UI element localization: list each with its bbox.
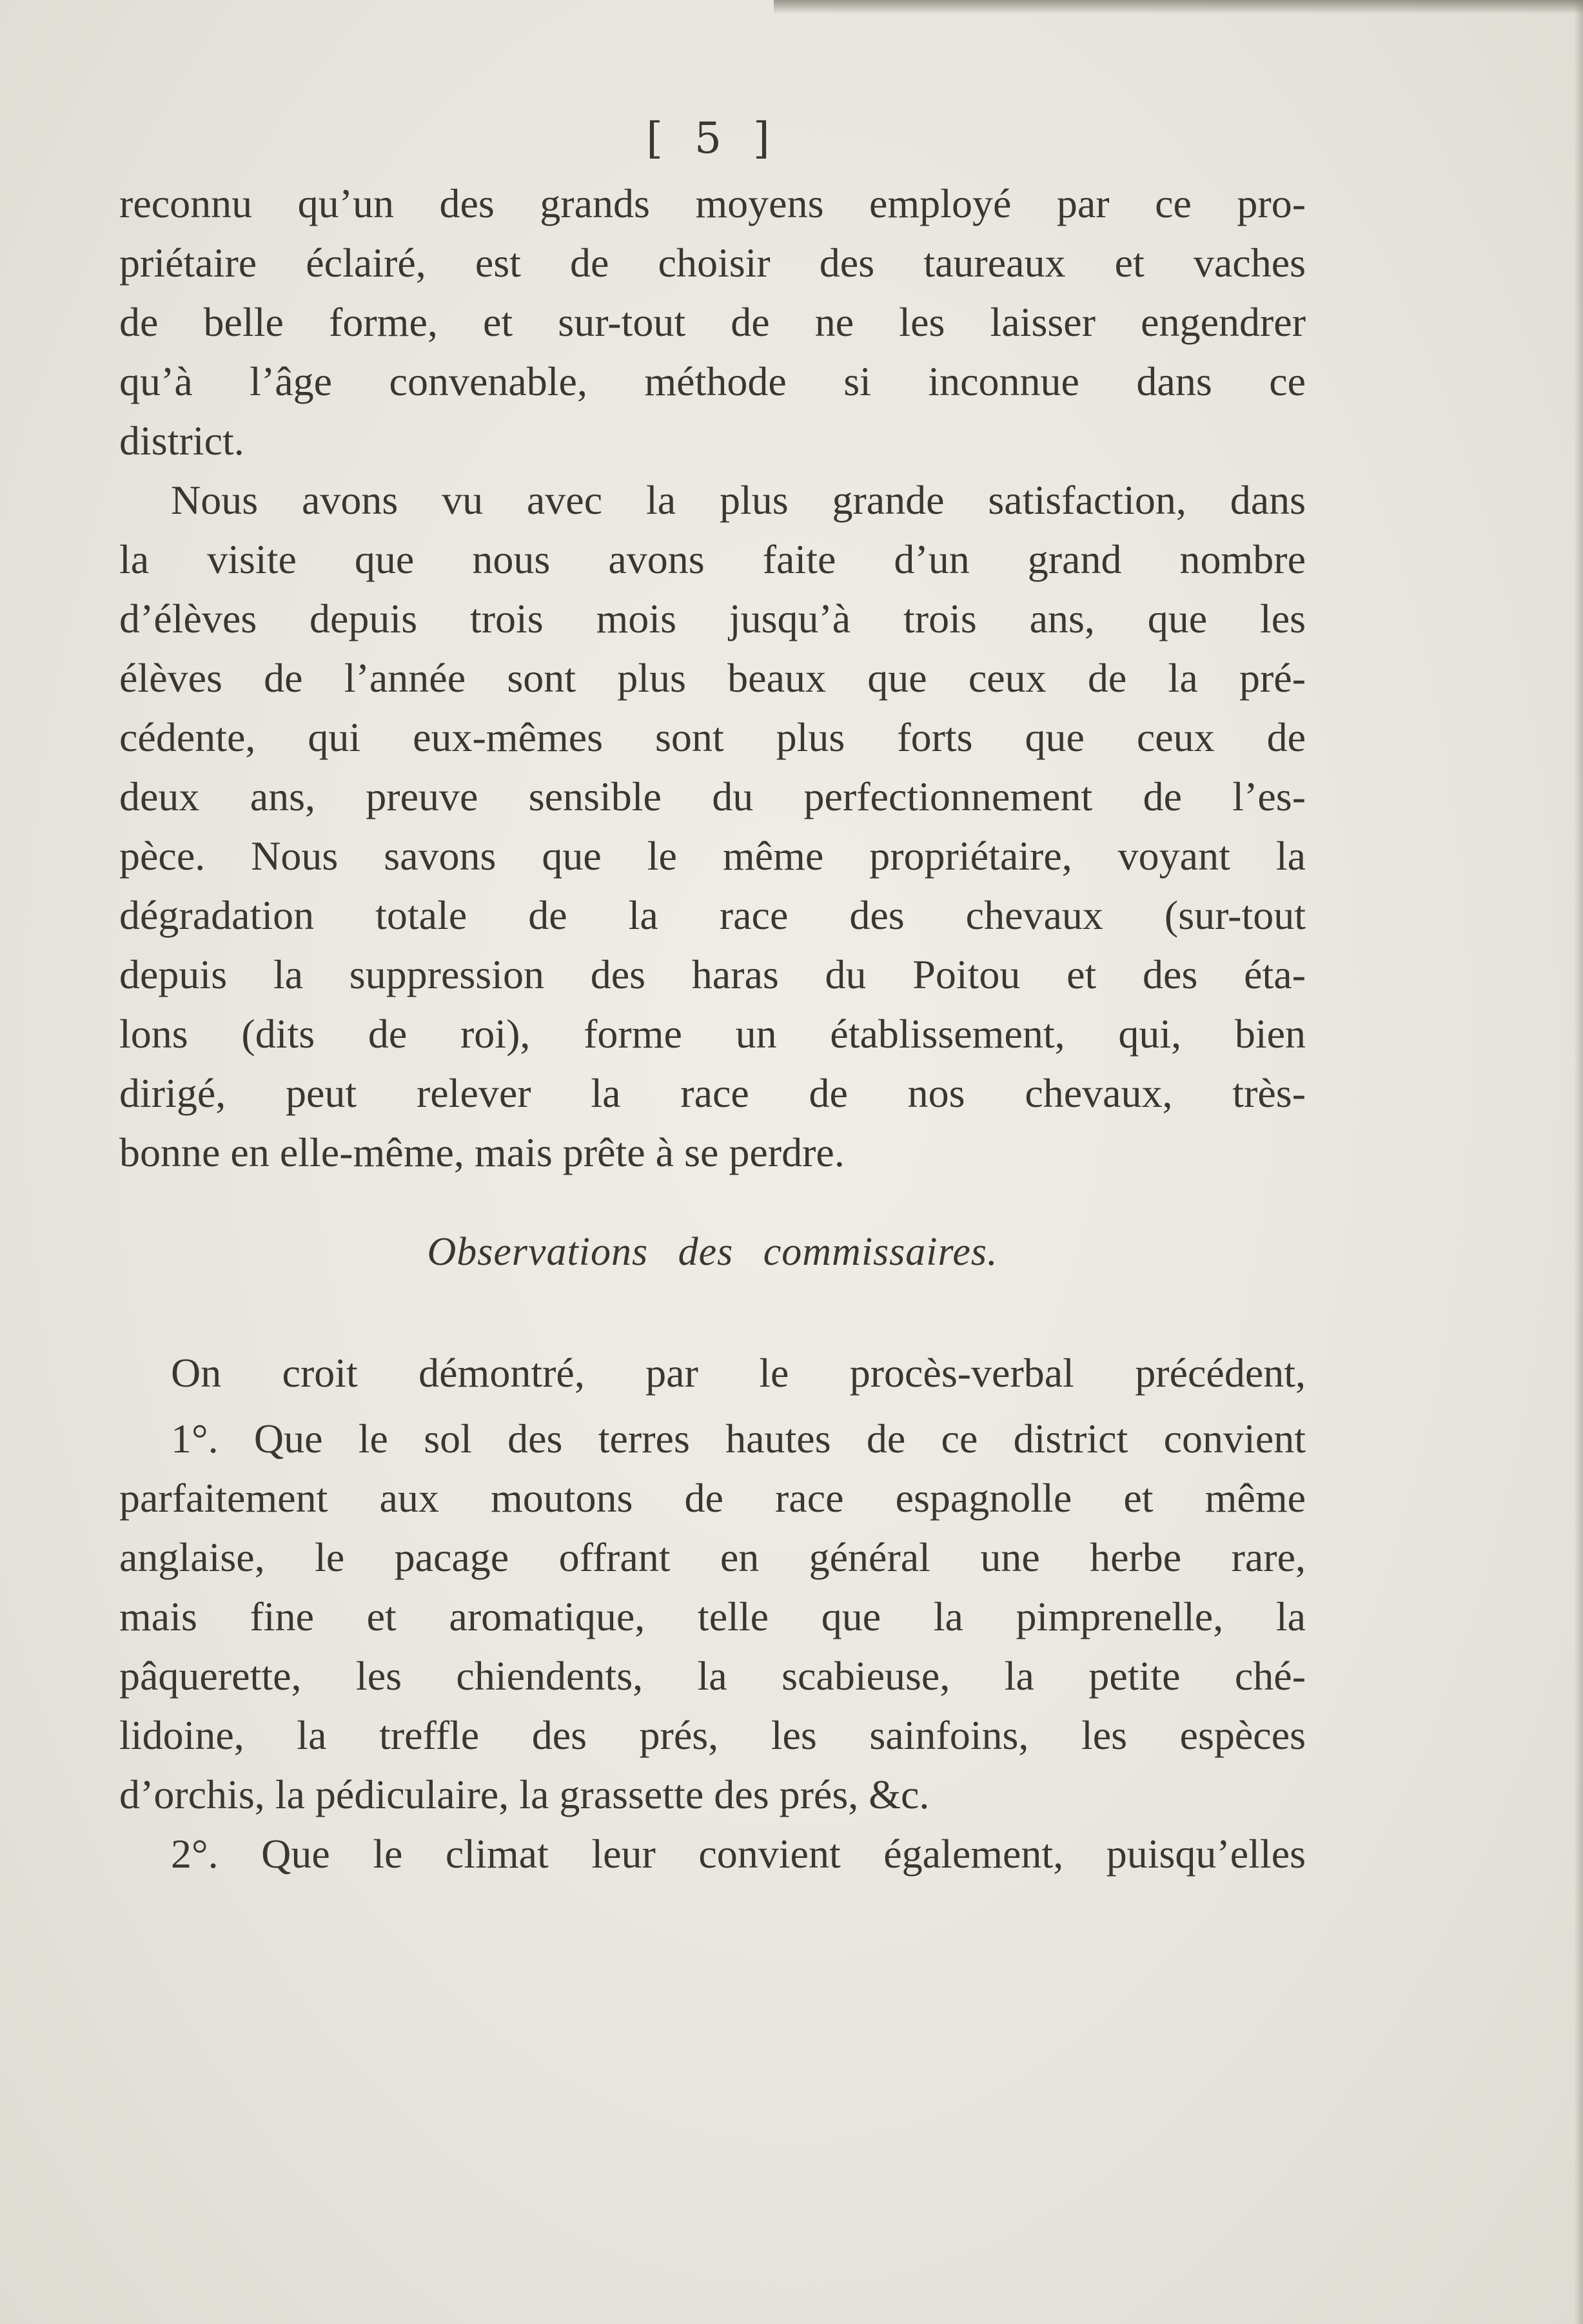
text-line: deux ans, preuve sensible du perfectionnement de l’es- bbox=[119, 774, 1306, 819]
text-line: dégradation totale de la race des chevaux (sur-tout bbox=[119, 892, 1306, 938]
text-line: élèves de l’année sont plus beaux que ceux de la pré- bbox=[119, 655, 1306, 701]
spacer bbox=[119, 1403, 1306, 1409]
paragraph-4 bbox=[119, 1409, 1306, 1824]
text-line: Nous avons vu avec la plus grande satisfaction, dans bbox=[171, 477, 1306, 523]
text-line: de belle forme, et sur-tout de ne les laisser engendrer bbox=[119, 299, 1306, 345]
text-line: pâquerette, les chiendents, la scabieuse, la petite ché- bbox=[119, 1653, 1306, 1699]
text-line: mais fine et aromatique, telle que la pimprenelle, la bbox=[119, 1594, 1306, 1639]
text-line: dirigé, peut relever la race de nos chevaux, très- bbox=[119, 1070, 1306, 1116]
text-line: bonne en elle-même, mais prête à se perdre. bbox=[119, 1129, 845, 1175]
paragraph-3 bbox=[119, 1343, 1306, 1403]
section-heading: Observations des commissaires. bbox=[427, 1230, 998, 1274]
text-line: pèce. Nous savons que le même propriétaire, voyant la bbox=[119, 833, 1306, 879]
text-line: d’élèves depuis trois mois jusqu’à trois ans, que les bbox=[119, 596, 1306, 641]
text-line: la visite que nous avons faite d’un grand nombre bbox=[119, 536, 1306, 582]
text-line: priétaire éclairé, est de choisir des taureaux et vaches bbox=[119, 240, 1306, 286]
page-edge-shadow-right bbox=[1574, 0, 1583, 2324]
page-number: [ 5 ] bbox=[646, 113, 779, 163]
text-line: 2°. Que le climat leur convient également, puisqu’elles bbox=[171, 1831, 1306, 1877]
text-line: lidoine, la treffle des prés, les sainfoins, les espèces bbox=[119, 1712, 1306, 1758]
text-line: qu’à l’âge convenable, méthode si inconnue dans ce bbox=[119, 358, 1306, 404]
text-block bbox=[119, 103, 1306, 1884]
text-line: 1°. Que le sol des terres hautes de ce district convient bbox=[171, 1416, 1306, 1461]
text-line: lons (dits de roi), forme un établissement, qui, bien bbox=[119, 1011, 1306, 1057]
text-line: reconnu qu’un des grands moyens employé par ce pro- bbox=[119, 181, 1306, 226]
text-line: anglaise, le pacage offrant en général une herbe rare, bbox=[119, 1534, 1306, 1580]
page-edge-shadow bbox=[774, 0, 1583, 14]
paragraph-1 bbox=[119, 174, 1306, 471]
text-line: depuis la suppression des haras du Poitou et des éta- bbox=[119, 952, 1306, 997]
paragraph-5 bbox=[119, 1824, 1306, 1884]
text-line: parfaitement aux moutons de race espagnolle et même bbox=[119, 1475, 1306, 1521]
paragraph-2 bbox=[119, 471, 1306, 1182]
text-line: cédente, qui eux-mêmes sont plus forts que ceux de bbox=[119, 714, 1306, 760]
text-line: On croit démontré, par le procès-verbal précédent, bbox=[171, 1350, 1306, 1396]
text-line: d’orchis, la pédiculaire, la grassette des prés, &c. bbox=[119, 1772, 930, 1817]
text-line: district. bbox=[119, 418, 244, 464]
